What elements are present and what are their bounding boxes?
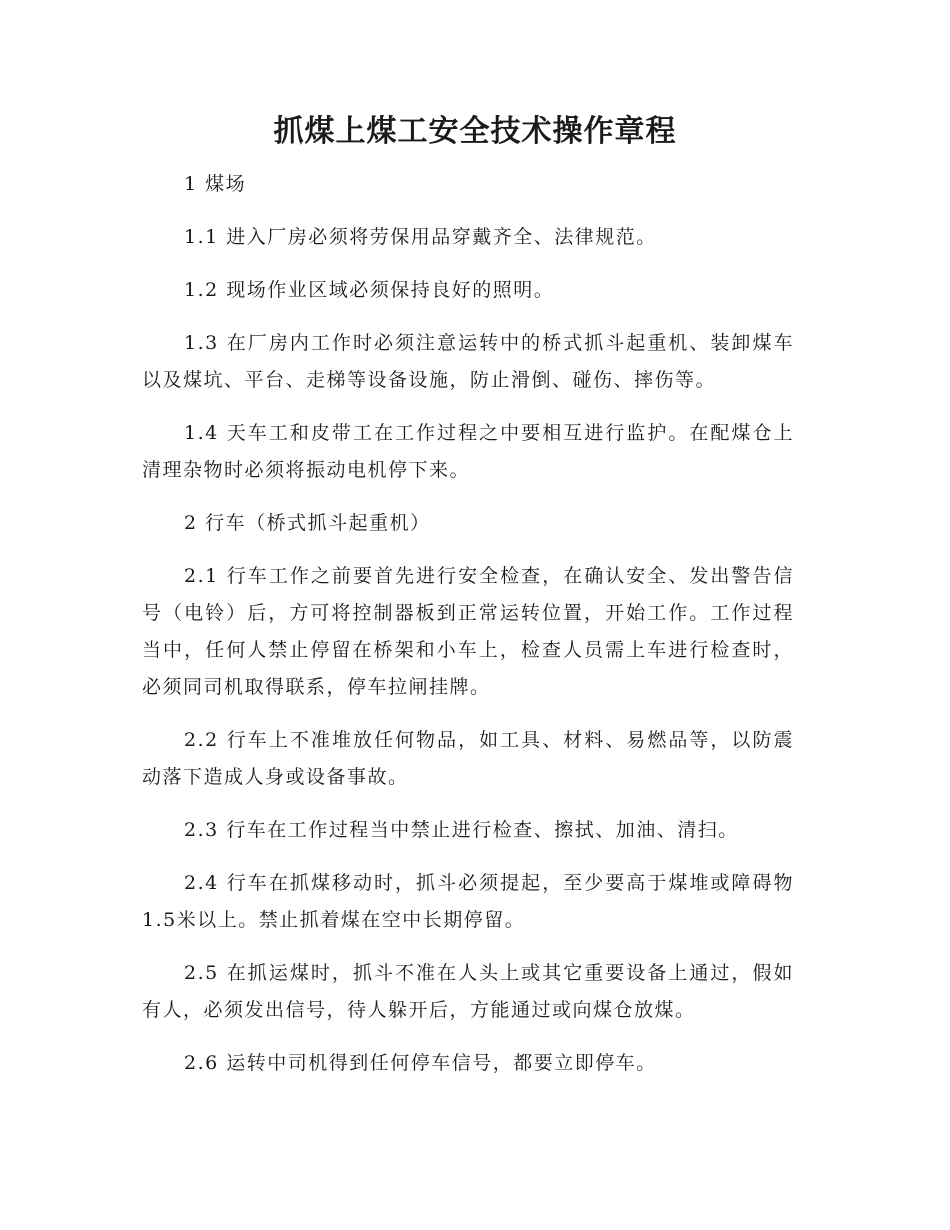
clause-2-5: 2.5 在抓运煤时，抓斗不准在人头上或其它重要设备上通过，假如有人，必须发出信号，待人躲开后，方能通过或向煤仓放煤。 [142, 962, 794, 1021]
clause-1-1: 1.1 进入厂房必须将劳保用品穿戴齐全、法律规范。 [184, 226, 657, 248]
clause-2-2: 2.2 行车上不准堆放任何物品，如工具、材料、易燃品等，以防震动落下造成人身或设备事故。 [142, 729, 794, 788]
clause-2-6: 2.6 运转中司机得到任何停车信号，都要立即停车。 [184, 1052, 657, 1074]
clause-2-1: 2.1 行车工作之前要首先进行安全检查，在确认安全、发出警告信号（电铃）后，方可将控制器板到正常运转位置，开始工作。工作过程当中，任何人禁止停留在桥架和小车上，检查人员需上车进行检查时，必须同司机取得联系，停车拉闸挂牌。 [142, 565, 794, 698]
clause-1-2: 1.2 现场作业区域必须保持良好的照明。 [184, 279, 555, 301]
clause-1-4: 1.4 天车工和皮带工在工作过程之中要相互进行监护。在配煤仓上清理杂物时必须将振动电机停下来。 [142, 422, 794, 481]
section-heading-coal-yard: 1 煤场 [184, 173, 247, 195]
document-body [142, 166, 794, 1098]
section-heading-crane: 2 行车（桥式抓斗起重机） [184, 512, 431, 534]
clause-2-3: 2.3 行车在工作过程当中禁止进行检查、擦拭、加油、清扫。 [184, 819, 739, 841]
clause-1-3: 1.3 在厂房内工作时必须注意运转中的桥式抓斗起重机、装卸煤车以及煤坑、平台、走梯等设备设施，防止滑倒、碰伤、摔伤等。 [142, 332, 794, 391]
clause-2-4: 2.4 行车在抓煤移动时，抓斗必须提起，至少要高于煤堆或障碍物1.5米以上。禁止抓着煤在空中长期停留。 [142, 872, 794, 931]
document-title: 抓煤上煤工安全技术操作章程 [273, 114, 677, 149]
